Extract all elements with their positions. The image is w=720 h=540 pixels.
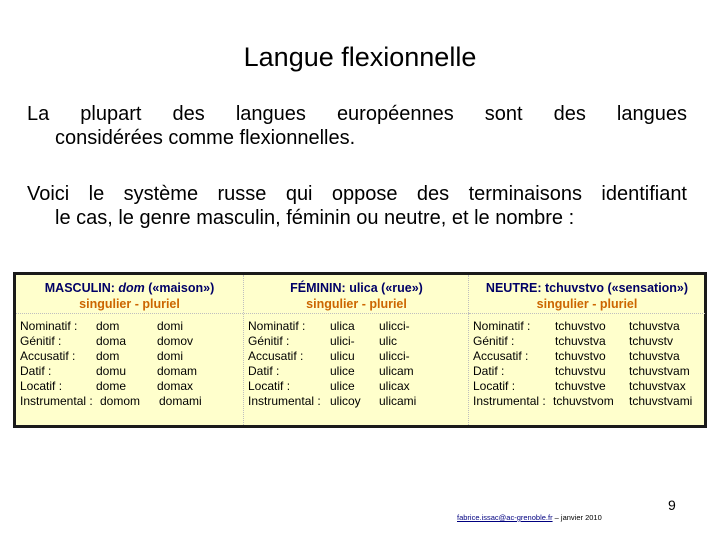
case-label: Instrumental : [20,394,93,408]
table-row [20,349,241,364]
case-label: Génitif : [248,334,290,348]
plural-form: ulicci- [379,319,410,333]
page-number: 9 [668,497,676,513]
table-row [20,379,241,394]
singular-form: ulici- [330,334,355,348]
masculine-column [16,275,243,425]
table-row [248,394,467,409]
case-label: Génitif : [20,334,62,348]
table-row [248,349,467,364]
singular-form: domu [96,364,127,378]
divider [469,313,705,314]
plural-form: domov [157,334,194,348]
table-row [20,319,241,334]
singular-form: tchuvstvom [553,394,614,408]
plural-form: domax [157,379,194,393]
plural-form: tchuvstv [629,334,674,348]
case-label: Datif : [473,364,505,378]
case-label: Accusatif : [473,349,529,363]
plural-form: ulicami [379,394,417,408]
neuter-column [468,275,705,425]
number-subheader: singulier - pluriel [79,297,180,311]
divider [16,313,243,314]
singular-form: doma [96,334,127,348]
plural-form: tchuvstva [629,319,680,333]
header-gender: FÉMININ: [290,281,350,295]
case-label: Nominatif : [473,319,531,333]
column-header [469,281,705,295]
header-gender: MASCULIN: [44,281,119,295]
table-row [248,379,467,394]
table-row [20,364,241,379]
case-label: Nominatif : [20,319,78,333]
case-label: Génitif : [473,334,515,348]
case-label: Instrumental : [248,394,321,408]
table-row [248,334,467,349]
singular-form: ulice [330,364,355,378]
case-label: Instrumental : [473,394,546,408]
footer-credit [457,513,602,522]
singular-form: ulicoy [330,394,361,408]
feminine-column [243,275,469,425]
number-subheader: singulier - pluriel [306,297,407,311]
table-row [248,364,467,379]
table-row [473,394,703,409]
header-gender: NEUTRE: [485,281,545,295]
slide-title: Langue flexionnelle [243,42,477,72]
singular-form: domom [100,394,141,408]
singular-form: dome [96,379,127,393]
case-label: Locatif : [473,379,516,393]
header-word: ulica [349,281,378,295]
table-row [473,319,703,334]
system-line-2: le cas, le genre masculin, féminin ou neutre, et le nombre : [55,207,575,229]
footer-date: – janvier 2010 [552,513,602,522]
plural-form: tchuvstva [629,349,680,363]
singular-form: ulicu [330,349,355,363]
header-meaning: («sensation») [604,281,689,295]
table-row [248,319,467,334]
singular-form: tchuvstvo [555,349,606,363]
plural-form: ulicam [379,364,414,378]
singular-form: ulice [330,379,355,393]
plural-form: domami [159,394,202,408]
intro-line-2: considérées comme flexionnelles. [55,127,356,149]
case-label: Datif : [20,364,52,378]
case-label: Locatif : [20,379,63,393]
plural-form: ulic [379,334,398,348]
table-row [473,334,703,349]
column-header [244,281,469,295]
singular-form: ulica [330,319,355,333]
number-subheader: singulier - pluriel [536,297,638,311]
singular-form: tchuvstvu [555,364,606,378]
singular-form: tchuvstve [555,379,606,393]
plural-form: tchuvstvam [629,364,690,378]
case-label: Locatif : [248,379,291,393]
intro-line-1: La plupart des langues européennes sont des langues [27,103,687,125]
singular-form: dom [96,349,120,363]
plural-form: ulicci- [379,349,410,363]
header-meaning: («maison») [144,281,215,295]
table-row [20,394,241,409]
plural-form: domi [157,349,184,363]
table-row [473,349,703,364]
system-line-1: Voici le système russe qui oppose des terminaisons identifiant [27,183,687,205]
plural-form: domi [157,319,184,333]
singular-form: dom [96,319,120,333]
header-word: tchuvstvo [544,281,604,295]
case-label: Accusatif : [20,349,76,363]
author-email-link[interactable]: fabrice.issac@ac-grenoble.fr [457,513,553,522]
column-header [16,281,243,295]
declension-table [13,272,707,428]
plural-form: tchuvstvami [629,394,693,408]
plural-form: domam [157,364,198,378]
header-word: dom [118,281,145,295]
case-label: Datif : [248,364,280,378]
system-paragraph [27,182,687,230]
table-row [473,379,703,394]
intro-paragraph [27,102,687,150]
table-row [20,334,241,349]
plural-form: ulicax [379,379,410,393]
plural-form: tchuvstvax [629,379,686,393]
case-label: Nominatif : [248,319,306,333]
table-row [473,364,703,379]
singular-form: tchuvstva [555,334,606,348]
header-meaning: («rue») [377,281,423,295]
singular-form: tchuvstvo [555,319,606,333]
case-label: Accusatif : [248,349,304,363]
divider [244,313,469,314]
